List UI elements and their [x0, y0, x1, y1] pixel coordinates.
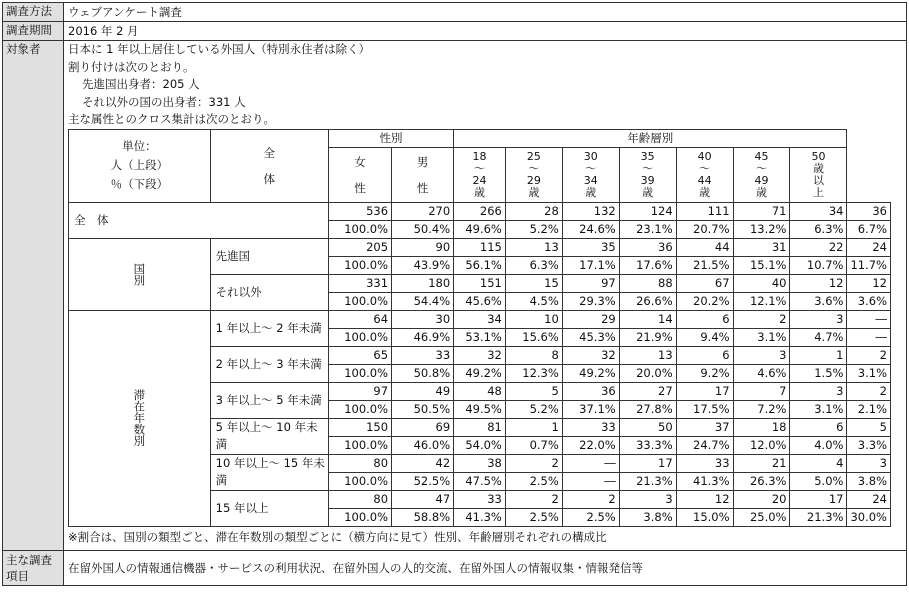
table-cell: 80: [328, 490, 391, 508]
row-label: 2 年以上～ 3 年未満: [210, 346, 328, 382]
table-cell: 100.0%: [328, 292, 391, 310]
table-cell: 88: [619, 274, 676, 292]
table-cell: 56.1%: [454, 256, 506, 274]
table-cell: 20: [733, 490, 790, 508]
unit-line: ％（下段）: [110, 177, 169, 191]
table-cell: 80: [328, 454, 391, 472]
table-cell: 100.0%: [328, 328, 391, 346]
table-cell: 25.0%: [733, 508, 790, 526]
target-label: 対象者: [3, 41, 64, 551]
table-cell: 53.1%: [454, 328, 506, 346]
gender-header: 性別: [328, 129, 453, 147]
table-cell: 28: [505, 202, 562, 220]
items-label: [3, 550, 64, 585]
table-cell: 21.5%: [676, 256, 733, 274]
table-cell: 17: [676, 382, 733, 400]
table-cell: 3.1%: [790, 400, 847, 418]
table-cell: 21.3%: [619, 472, 676, 490]
method-label: 調査方法: [3, 3, 64, 22]
row-label: 10 年以上～ 15 年未満: [210, 454, 328, 490]
table-cell: 33: [676, 454, 733, 472]
table-cell: 37: [676, 418, 733, 436]
target-line: 割り付けは次のとおり。: [68, 59, 195, 74]
table-cell: 5.2%: [505, 220, 562, 238]
items-value: 在留外国人の情報通信機器・サービスの利用状況、在留外国人の人的交流、在留外国人の情報収集・情報発信等: [64, 550, 907, 585]
table-cell: 46.9%: [392, 328, 454, 346]
table-cell: 36: [619, 238, 676, 256]
col-female-header: [328, 147, 391, 202]
table-cell: 1: [505, 418, 562, 436]
method-row: [3, 3, 907, 22]
table-cell: 2.5%: [562, 508, 619, 526]
row-label: 全 体: [69, 202, 329, 238]
table-cell: 49.5%: [454, 400, 506, 418]
table-cell: 15: [505, 274, 562, 292]
table-cell: 38: [454, 454, 506, 472]
table-cell: 7: [733, 382, 790, 400]
table-cell: 3: [790, 310, 847, 328]
table-cell: 270: [392, 202, 454, 220]
table-cell: 22.0%: [562, 436, 619, 454]
row-label: それ以外: [210, 274, 328, 310]
table-cell: 4.7%: [790, 328, 847, 346]
table-cell: 2.1%: [847, 400, 891, 418]
table-cell: 49.2%: [454, 364, 506, 382]
table-cell: 100.0%: [328, 508, 391, 526]
table-cell: 2.5%: [505, 472, 562, 490]
items-label-line: 主な調査: [6, 552, 52, 567]
table-cell: 20.2%: [676, 292, 733, 310]
table-cell: 3.8%: [847, 472, 891, 490]
unit-header: [69, 129, 211, 202]
table-cell: 49.2%: [562, 364, 619, 382]
table-cell: 47.5%: [454, 472, 506, 490]
table-cell: 111: [676, 202, 733, 220]
table-cell: 4: [790, 454, 847, 472]
table-cell: 50: [619, 418, 676, 436]
table-cell: 10.7%: [790, 256, 847, 274]
table-cell: 1.5%: [790, 364, 847, 382]
table-cell: 100.0%: [328, 472, 391, 490]
table-cell: 33: [392, 346, 454, 364]
header-char: 全: [263, 145, 276, 160]
table-row: [69, 238, 891, 256]
table-cell: 150: [328, 418, 391, 436]
cross-tab-table: [68, 129, 891, 527]
table-cell: 24: [847, 490, 891, 508]
target-row: [3, 41, 907, 551]
table-cell: 22: [790, 238, 847, 256]
col-age-35-39: 35 ～ 39 歳: [619, 147, 676, 202]
table-cell: 2: [505, 490, 562, 508]
table-cell: 2: [505, 454, 562, 472]
unit-line: 単位：: [122, 139, 157, 153]
table-cell: 266: [454, 202, 506, 220]
period-row: [3, 22, 907, 41]
table-cell: 29: [562, 310, 619, 328]
table-cell: 205: [328, 238, 391, 256]
table-cell: 3: [790, 382, 847, 400]
table-cell: 12: [847, 274, 891, 292]
row-label: 先進国: [210, 238, 328, 274]
table-cell: 17.1%: [562, 256, 619, 274]
table-cell: 6: [676, 346, 733, 364]
table-cell: 13: [619, 346, 676, 364]
table-cell: 151: [454, 274, 506, 292]
table-cell: 17.5%: [676, 400, 733, 418]
table-cell: 2: [733, 310, 790, 328]
period-label: 調査期間: [3, 22, 64, 41]
target-line: それ以外の国の出身者：331 人: [82, 94, 246, 109]
table-cell: 32: [562, 346, 619, 364]
table-cell: 33.3%: [619, 436, 676, 454]
table-cell: 132: [562, 202, 619, 220]
table-cell: 24.7%: [676, 436, 733, 454]
table-cell: 17: [619, 454, 676, 472]
table-cell: 9.2%: [676, 364, 733, 382]
table-cell: 97: [328, 382, 391, 400]
method-value: ウェブアンケート調査: [64, 3, 907, 22]
table-cell: ―: [562, 472, 619, 490]
table-cell: 47: [392, 490, 454, 508]
row-label: 5 年以上～ 10 年未満: [210, 418, 328, 454]
table-cell: 64: [328, 310, 391, 328]
table-cell: 15.1%: [733, 256, 790, 274]
table-cell: 48: [454, 382, 506, 400]
table-cell: 17.6%: [619, 256, 676, 274]
table-cell: 3.6%: [847, 292, 891, 310]
header-char: 体: [263, 171, 276, 186]
table-cell: 10: [505, 310, 562, 328]
target-value: [64, 41, 907, 551]
table-cell: 9.4%: [676, 328, 733, 346]
table-cell: 69: [392, 418, 454, 436]
table-cell: 17: [790, 490, 847, 508]
table-cell: 36: [562, 382, 619, 400]
table-cell: 24: [847, 238, 891, 256]
table-cell: 3: [847, 454, 891, 472]
table-cell: 43.9%: [392, 256, 454, 274]
table-cell: 24.6%: [562, 220, 619, 238]
items-label-line: 項目: [6, 568, 29, 583]
table-cell: 42: [392, 454, 454, 472]
table-cell: 12: [790, 274, 847, 292]
row-label: 15 年以上: [210, 490, 328, 526]
table-cell: 20.7%: [676, 220, 733, 238]
table-cell: 0.7%: [505, 436, 562, 454]
col-male-header: [392, 147, 454, 202]
col-age-18-24: 18 ～ 24 歳: [454, 147, 506, 202]
table-cell: 15.6%: [505, 328, 562, 346]
group-country-label: 国別: [69, 238, 211, 310]
table-cell: 12.1%: [733, 292, 790, 310]
table-cell: 41.3%: [676, 472, 733, 490]
table-cell: 6.3%: [505, 256, 562, 274]
table-cell: 12.3%: [505, 364, 562, 382]
table-cell: 23.1%: [619, 220, 676, 238]
table-cell: 65: [328, 346, 391, 364]
table-cell: 3.6%: [790, 292, 847, 310]
table-cell: 4.6%: [733, 364, 790, 382]
period-value: 2016 年 2 月: [64, 22, 907, 41]
table-cell: 8: [505, 346, 562, 364]
table-cell: 71: [733, 202, 790, 220]
table-cell: 44: [676, 238, 733, 256]
table-cell: 26.6%: [619, 292, 676, 310]
table-cell: 11.7%: [847, 256, 891, 274]
table-cell: 45.3%: [562, 328, 619, 346]
header-char: 男: [416, 154, 429, 169]
table-cell: 12.0%: [733, 436, 790, 454]
table-cell: 34: [454, 310, 506, 328]
table-cell: 21: [733, 454, 790, 472]
survey-overview-table: [2, 2, 907, 586]
header-row-1: [69, 129, 891, 147]
table-cell: ―: [847, 310, 891, 328]
target-line: 日本に 1 年以上居住している外国人（特別永住者は除く）: [68, 42, 371, 56]
table-cell: 49: [392, 382, 454, 400]
age-header: 年齢層別: [454, 129, 847, 147]
table-cell: 32: [454, 346, 506, 364]
table-cell: 7.2%: [733, 400, 790, 418]
table-cell: 6: [790, 418, 847, 436]
table-cell: 4.0%: [790, 436, 847, 454]
table-cell: 100.0%: [328, 400, 391, 418]
table-cell: 40: [733, 274, 790, 292]
table-cell: 2: [562, 490, 619, 508]
table-cell: 29.3%: [562, 292, 619, 310]
table-cell: 331: [328, 274, 391, 292]
table-cell: 3.1%: [847, 364, 891, 382]
items-row: [3, 550, 907, 585]
table-cell: 31: [733, 238, 790, 256]
table-cell: 21.9%: [619, 328, 676, 346]
table-cell: 27.8%: [619, 400, 676, 418]
table-cell: 5: [847, 418, 891, 436]
col-age-30-34: 30 ～ 34 歳: [562, 147, 619, 202]
table-cell: 4.5%: [505, 292, 562, 310]
table-cell: 37.1%: [562, 400, 619, 418]
table-cell: 100.0%: [328, 220, 391, 238]
table-cell: 2.5%: [505, 508, 562, 526]
table-cell: 100.0%: [328, 364, 391, 382]
table-cell: 52.5%: [392, 472, 454, 490]
table-cell: 15.0%: [676, 508, 733, 526]
table-cell: 2: [847, 382, 891, 400]
table-body: [69, 202, 891, 526]
table-cell: 58.8%: [392, 508, 454, 526]
table-cell: 34: [790, 202, 847, 220]
table-cell: 6.7%: [847, 220, 891, 238]
table-cell: 3.8%: [619, 508, 676, 526]
table-cell: 41.3%: [454, 508, 506, 526]
row-label: 3 年以上～ 5 年未満: [210, 382, 328, 418]
table-cell: ―: [562, 454, 619, 472]
table-cell: 5.2%: [505, 400, 562, 418]
table-cell: 6: [676, 310, 733, 328]
table-cell: 12: [676, 490, 733, 508]
table-cell: 50.5%: [392, 400, 454, 418]
table-cell: 67: [676, 274, 733, 292]
table-cell: 1: [790, 346, 847, 364]
group-stay-label: 滞在年数別: [69, 310, 211, 526]
table-cell: 46.0%: [392, 436, 454, 454]
table-cell: 115: [454, 238, 506, 256]
table-cell: 100.0%: [328, 436, 391, 454]
table-cell: 97: [562, 274, 619, 292]
table-cell: 33: [562, 418, 619, 436]
table-cell: 2: [847, 346, 891, 364]
table-cell: 30.0%: [847, 508, 891, 526]
col-age-40-44: 40 ～ 44 歳: [676, 147, 733, 202]
table-cell: 36: [847, 202, 891, 220]
unit-line: 人（上段）: [110, 158, 169, 172]
row-label: 1 年以上～ 2 年未満: [210, 310, 328, 346]
col-age-45-49: 45 ～ 49 歳: [733, 147, 790, 202]
header-char: 性: [416, 180, 429, 195]
table-cell: 14: [619, 310, 676, 328]
table-row: [69, 202, 891, 220]
table-cell: 180: [392, 274, 454, 292]
table-row: [69, 310, 891, 328]
col-age-25-29: 25 ～ 29 歳: [505, 147, 562, 202]
table-cell: 81: [454, 418, 506, 436]
target-line: 先進国出身者：205 人: [82, 77, 200, 91]
table-cell: 90: [392, 238, 454, 256]
table-cell: 13: [505, 238, 562, 256]
table-cell: 5.0%: [790, 472, 847, 490]
table-cell: 3.1%: [733, 328, 790, 346]
col-age-50-plus: 50 歳 以 上: [790, 147, 847, 202]
table-cell: 33: [454, 490, 506, 508]
table-cell: 5: [505, 382, 562, 400]
table-cell: 26.3%: [733, 472, 790, 490]
table-cell: 13.2%: [733, 220, 790, 238]
table-note: ※割合は、国別の類型ごと、滞在年数別の類型ごとに（横方向に見て）性別、年齢層別それぞれの構成比: [68, 529, 607, 544]
header-char: 性: [354, 180, 366, 195]
table-cell: 536: [328, 202, 391, 220]
table-cell: 18: [733, 418, 790, 436]
table-cell: 54.4%: [392, 292, 454, 310]
table-cell: 3: [619, 490, 676, 508]
table-cell: 20.0%: [619, 364, 676, 382]
table-cell: 30: [392, 310, 454, 328]
table-cell: 45.6%: [454, 292, 506, 310]
table-cell: 6.3%: [790, 220, 847, 238]
table-cell: 49.6%: [454, 220, 506, 238]
table-cell: 124: [619, 202, 676, 220]
table-cell: 3: [733, 346, 790, 364]
header-char: 女: [354, 154, 366, 169]
table-cell: ―: [847, 328, 891, 346]
table-cell: 50.8%: [392, 364, 454, 382]
table-cell: 54.0%: [454, 436, 506, 454]
table-cell: 35: [562, 238, 619, 256]
table-cell: 21.3%: [790, 508, 847, 526]
col-total-header: [210, 129, 328, 202]
table-cell: 50.4%: [392, 220, 454, 238]
target-line: 主な属性とのクロス集計は次のとおり。: [68, 112, 275, 126]
table-cell: 100.0%: [328, 256, 391, 274]
table-cell: 27: [619, 382, 676, 400]
table-cell: 3.3%: [847, 436, 891, 454]
